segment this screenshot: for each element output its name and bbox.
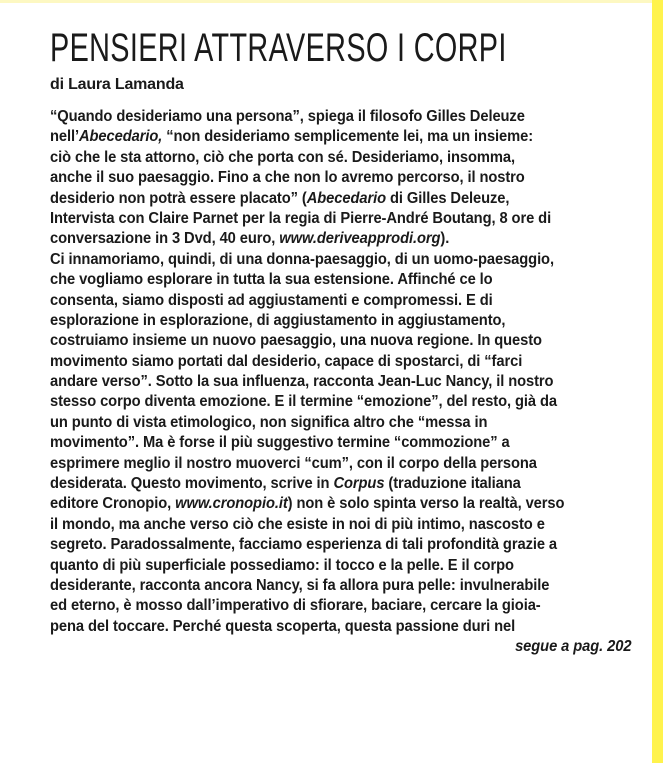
- text-line: [50, 413, 631, 433]
- article-body: [50, 107, 631, 658]
- text-line: [50, 474, 631, 494]
- text-line: [50, 556, 631, 576]
- right-accent-stripe: [652, 0, 663, 763]
- text-segment: ) non è solo spinta verso la realtà, verso: [287, 495, 565, 513]
- italic-text-segment: Abecedario,: [78, 128, 163, 146]
- text-segment: di Gilles Deleuze,: [385, 189, 510, 207]
- text-line: [50, 433, 631, 453]
- text-segment: consenta, siamo disposti ad aggiustamenti e compromessi. E di: [50, 291, 493, 309]
- text-segment: ).: [440, 230, 450, 248]
- text-line: [50, 352, 631, 372]
- text-segment: il mondo, ma anche verso ciò che esiste in noi di più intimo, nascosto e: [50, 515, 545, 533]
- italic-text-segment: Abecedario: [306, 189, 386, 207]
- text-segment: esprimere meglio il nostro muoverci “cum”, con il corpo della persona: [50, 454, 537, 472]
- text-line: [50, 535, 631, 555]
- text-segment: “non desideriamo semplicemente lei, ma un insieme:: [162, 128, 534, 146]
- text-segment: ed eterno, è mosso dall’imperativo di sfiorare, baciare, cercare la gioia-: [50, 597, 541, 615]
- text-line: [50, 372, 631, 392]
- text-segment: desiderata. Questo movimento, scrive in: [50, 475, 334, 493]
- text-line: [50, 189, 631, 209]
- italic-text-segment: Corpus: [333, 475, 385, 493]
- text-segment: movimento”. Ma è forse il più suggestivo termine “commozione” a: [50, 434, 510, 452]
- text-segment: andare verso”. Sotto la sua influenza, racconta Jean-Luc Nancy, il nostro: [50, 373, 554, 391]
- text-segment: Ci innamoriamo, quindi, di una donna-paesaggio, di un uomo-paesaggio,: [50, 250, 554, 268]
- text-segment: nell’: [50, 128, 79, 146]
- text-segment: ciò che le sta attorno, ciò che porta con sé. Desideriamo, insomma,: [50, 148, 516, 166]
- italic-text-segment: www.cronopio.it: [175, 495, 288, 513]
- text-line: [50, 576, 631, 596]
- text-line: [50, 107, 631, 127]
- text-segment: movimento siamo portati dal desiderio, capace di spostarci, di “farci: [50, 352, 523, 370]
- text-segment: editore Cronopio,: [50, 495, 176, 513]
- text-line: [50, 494, 631, 514]
- text-line: [50, 148, 631, 168]
- text-segment: Intervista con Claire Parnet per la regia di Pierre-André Boutang, 8 ore di: [50, 209, 552, 227]
- text-segment: conversazione in 3 Dvd, 40 euro,: [50, 230, 280, 248]
- text-segment: un punto di vista etimologico, non significa altro che “messa in: [50, 413, 488, 431]
- text-line: [50, 250, 631, 270]
- text-segment: costruiamo insieme un nuovo paesaggio, una nuova regione. In questo: [50, 332, 542, 350]
- text-line: [50, 596, 631, 616]
- text-line: [50, 291, 631, 311]
- text-segment: (traduzione italiana: [384, 475, 521, 493]
- text-line: [50, 168, 631, 188]
- continuation-note: segue a pag. 202: [515, 638, 632, 656]
- text-line: [50, 270, 631, 290]
- article-byline: di Laura Lamanda: [50, 76, 184, 93]
- italic-text-segment: www.deriveapprodi.org: [279, 230, 441, 248]
- text-line: [50, 515, 631, 535]
- text-segment: stesso corpo diventa emozione. E il termine “emozione”, del resto, già da: [50, 393, 557, 411]
- text-line: [50, 229, 631, 249]
- text-line: [50, 392, 631, 412]
- text-segment: quanto di più superficiale possediamo: il tocco e la pelle. E il corpo: [50, 556, 514, 574]
- text-line: [50, 617, 631, 637]
- top-accent-line: [0, 0, 663, 3]
- text-segment: “Quando desideriamo una persona”, spiega il filosofo Gilles Deleuze: [50, 108, 525, 125]
- text-line: [50, 331, 631, 351]
- text-segment: anche il suo paesaggio. Fino a che non lo avremo percorso, il nostro: [50, 169, 525, 187]
- text-segment: segreto. Paradossalmente, facciamo esperienza di tali profondità grazie a: [50, 536, 558, 554]
- text-segment: pena del toccare. Perché questa scoperta, questa passione duri nel: [50, 617, 516, 635]
- text-line: [50, 311, 631, 331]
- text-segment: esplorazione in esplorazione, di aggiustamento in aggiustamento,: [50, 311, 506, 329]
- article: [50, 27, 640, 658]
- article-title: PENSIERI ATTRAVERSO I CORPI: [50, 26, 507, 70]
- text-segment: desiderante, racconta ancora Nancy, si fa allora pura pelle: invulnerabile: [50, 576, 550, 594]
- text-segment: che vogliamo esplorare in tutta la sua estensione. Affinché ce lo: [50, 271, 493, 289]
- text-line: [50, 209, 631, 229]
- text-segment: desiderio non potrà essere placato” (: [50, 189, 307, 207]
- text-line: [50, 454, 631, 474]
- text-line: [50, 127, 631, 147]
